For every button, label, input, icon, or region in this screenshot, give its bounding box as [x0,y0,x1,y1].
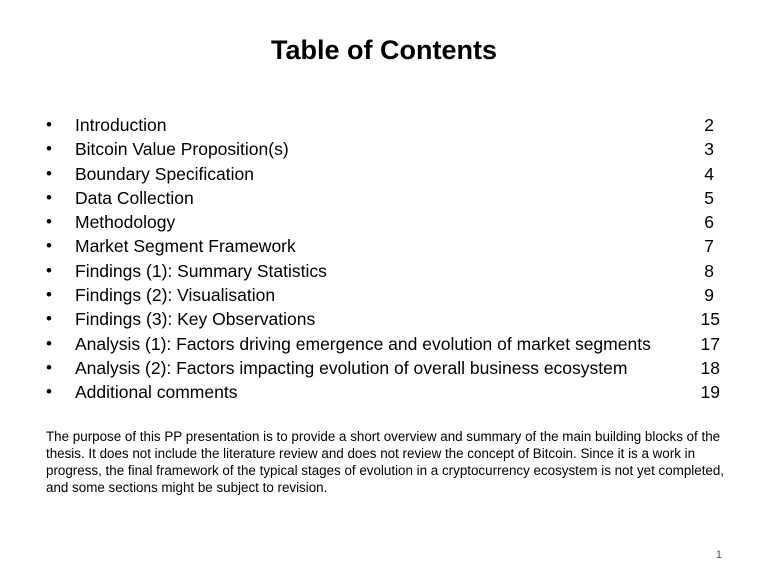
bullet-icon: • [46,357,52,377]
toc-entry-title: Bitcoin Value Proposition(s) [75,139,289,160]
toc-entry-page: 19 [700,382,720,403]
toc-entry-title: Additional comments [75,382,238,403]
purpose-note: The purpose of this PP presentation is to provide a short overview and summary of the main building blocks of the thesis. It does not include the literature review and does not review the concept of Bitcoin. Since it is a work in progress, the final framework of the typical stages of evolution in a cryptocurrency ecosystem is not yet completed, and some sections might be subject to revision. [46,429,725,495]
bullet-icon: • [46,187,52,207]
bullet-icon: • [46,333,52,353]
toc-entry-page: 5 [704,187,714,208]
toc-entry-title: Methodology [75,212,176,233]
bullet-icon: • [46,115,52,134]
toc-entry-page: 4 [704,163,714,184]
toc-entry-page: 3 [704,139,714,160]
table-of-contents-list [46,113,726,405]
bullet-icon: • [46,163,52,183]
toc-item-boundary-specification [46,162,726,186]
toc-entry-page: 7 [704,236,714,257]
bullet-icon: • [46,236,52,256]
toc-item-introduction [46,113,726,137]
toc-entry-page: 9 [704,285,714,306]
toc-entry-title: Market Segment Framework [75,236,296,257]
toc-item-methodology [46,210,726,234]
bullet-icon: • [46,260,52,280]
bullet-icon: • [46,309,52,329]
toc-entry-page: 17 [700,333,720,354]
toc-entry-title: Introduction [75,115,167,135]
toc-item-analysis-business-ecosystem [46,356,726,380]
toc-entry-title: Boundary Specification [75,163,254,184]
slide-title: Table of Contents [271,35,497,65]
toc-item-analysis-market-segments [46,332,726,356]
toc-item-additional-comments [46,380,726,404]
toc-entry-title: Analysis (2): Factors impacting evolution of overall business ecosystem [75,357,628,378]
toc-item-data-collection [46,186,726,210]
toc-entry-page: 18 [700,357,720,378]
bullet-icon: • [46,382,52,402]
toc-entry-title: Findings (1): Summary Statistics [75,260,327,281]
toc-entry-title: Findings (2): Visualisation [75,285,276,306]
bullet-icon: • [46,285,52,305]
toc-item-market-segment-framework [46,234,726,258]
toc-item-findings-key-observations [46,307,726,331]
toc-entry-page: 2 [704,115,714,135]
slide-number: 1 [715,549,722,561]
toc-entry-title: Analysis (1): Factors driving emergence and evolution of market segments [75,333,651,354]
toc-item-findings-visualisation [46,283,726,307]
toc-entry-title: Findings (3): Key Observations [75,309,316,330]
toc-entry-page: 8 [704,260,714,281]
bullet-icon: • [46,139,52,159]
toc-entry-title: Data Collection [75,187,194,208]
toc-entry-page: 15 [700,309,720,330]
toc-item-findings-summary-statistics [46,259,726,283]
bullet-icon: • [46,212,52,232]
toc-entry-page: 6 [704,212,714,233]
toc-item-bitcoin-value-propositions [46,137,726,161]
